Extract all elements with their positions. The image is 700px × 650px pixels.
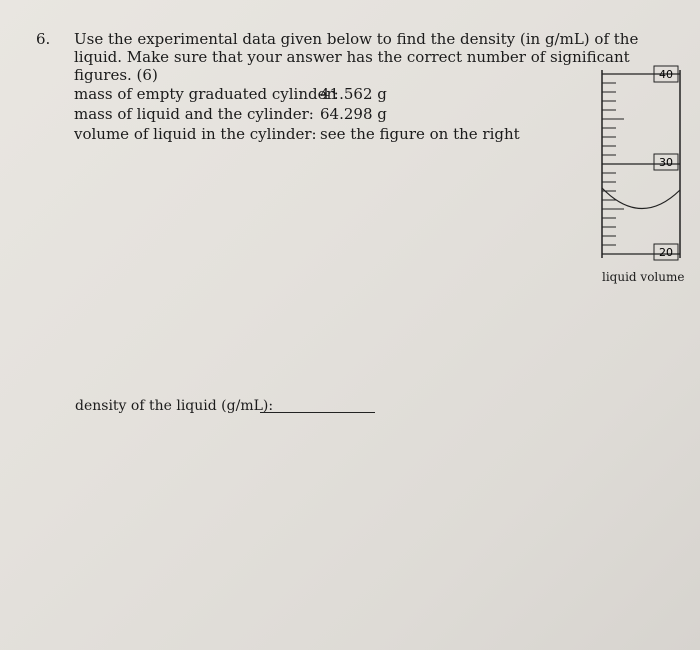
answer-blank-line[interactable] <box>260 412 375 413</box>
data-label-empty-cylinder: mass of empty graduated cylinder: <box>74 85 339 103</box>
data-value-empty-cylinder: 41.562 g <box>320 85 387 103</box>
data-label-liquid-and-cylinder: mass of liquid and the cylinder: <box>74 105 314 123</box>
scale-label-30: 30 <box>659 156 673 169</box>
answer-label: density of the liquid (g/mL): <box>75 398 274 414</box>
graduated-cylinder-drawing <box>592 60 692 270</box>
figure-caption: liquid volume <box>602 270 685 284</box>
scale-label-20: 20 <box>659 246 673 259</box>
scale-label-40: 40 <box>659 68 673 81</box>
question-prompt: Use the experimental data given below to find the density (in g/mL) of the liquid. Make sure that your answer has the correct number of significant figures. (6) <box>74 30 639 84</box>
question-number: 6. <box>36 30 51 48</box>
data-value-liquid-and-cylinder: 64.298 g <box>320 105 387 123</box>
graduated-cylinder-figure <box>592 60 692 280</box>
data-value-liquid-volume: see the figure on the right <box>320 125 520 143</box>
data-label-liquid-volume: volume of liquid in the cylinder: <box>74 125 317 143</box>
